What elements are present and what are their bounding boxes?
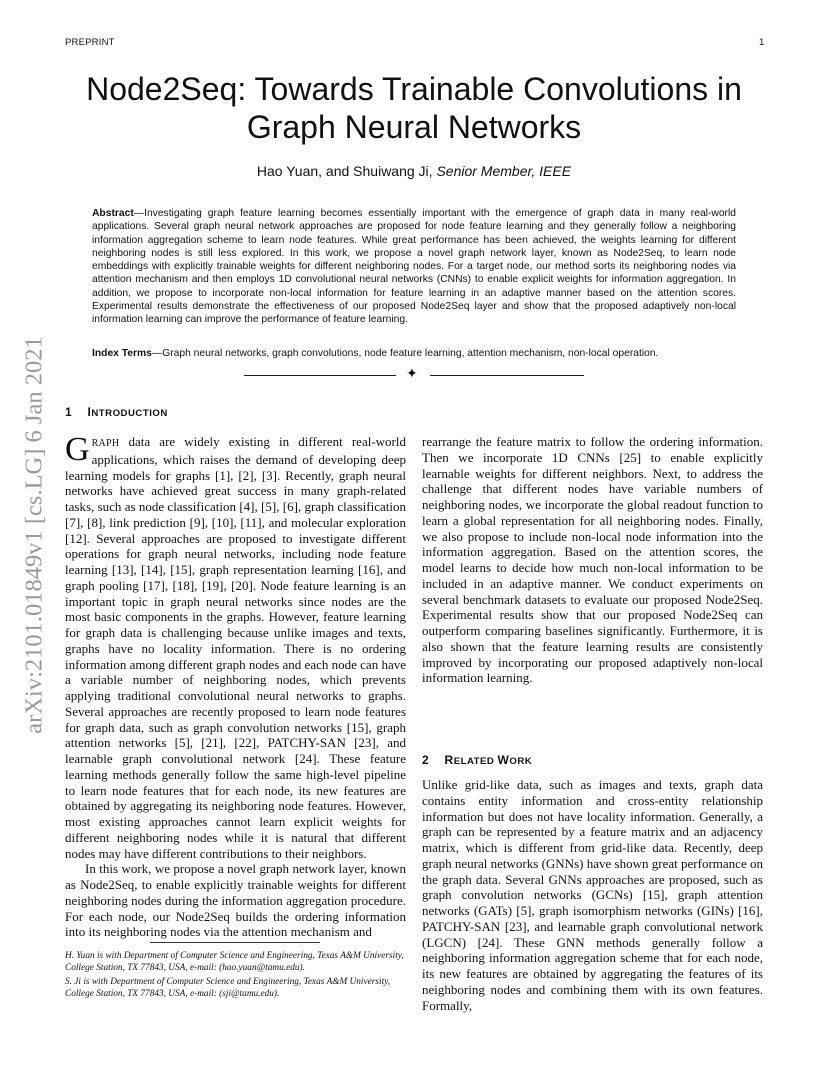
footnote-2: S. Ji is with Department of Computer Science and Engineering, Texas A&M University, College Station, TX 77843, USA, e-mail: (sji@tamu.edu). xyxy=(65,977,391,1000)
abstract-label: Abstract xyxy=(92,208,134,219)
section-title-initial: I xyxy=(87,405,92,419)
section-divider xyxy=(244,368,584,382)
section-title-rest-2: ORK xyxy=(509,756,533,767)
author-names: Hao Yuan, and Shuiwang Ji, xyxy=(256,163,437,179)
footnote-rule xyxy=(150,942,320,943)
divider-star-icon: ✦ xyxy=(406,367,418,382)
divider-line-left xyxy=(244,375,396,376)
section-title-rest: NTRODUCTION xyxy=(91,408,168,419)
footnotes xyxy=(65,951,406,1004)
intro-paragraph-2: In this work, we propose a novel graph network layer, known as Node2Seq, to enable explicitly trainable weights for different neighboring nodes during the information aggregation procedure. For each node, our Node2Seq builds the ordering information into its neighboring nodes via the attention mechanism and xyxy=(65,861,406,940)
abstract-text: —Investigating graph feature learning becomes essentially important with the emergence of graph data in many real-world applications. Several graph neural network approaches are proposed for node feature learning and they generally follow a neighboring information aggregation scheme to learn node features. While great performance has been achieved, the weights learning for different neighboring nodes is still less explored. In this work, we propose a novel graph network layer, known as Node2Seq, to learn node embeddings with explicitly trainable weights for different neighboring nodes. For a target node, our method sorts its neighboring nodes via attention mechanism and then employs 1D convolutional neural networks (CNNs) to enable explicit weights for information aggregation. In addition, we propose to incorporate non-local information for feature learning in an adaptive manner based on the attention scores. Experimental results demonstrate the effectiveness of our proposed Node2Seq layer and show that the proposed adaptively non-local information learning can improve the performance of feature learning. xyxy=(92,208,736,326)
right-column-continuation xyxy=(422,434,763,739)
running-header: PREPRINT xyxy=(65,37,115,48)
author-role: Senior Member, IEEE xyxy=(436,163,572,179)
section-title-rest: ELATED xyxy=(453,756,498,767)
section-heading-introduction xyxy=(65,405,168,419)
arxiv-identifier-stamp xyxy=(8,296,62,774)
section-number: 1 xyxy=(65,405,73,419)
index-terms xyxy=(92,347,736,360)
index-terms-text: —Graph neural networks, graph convolutions, node feature learning, attention mechanism, non-local operation. xyxy=(151,348,659,359)
footnote-1: H. Yuan is with Department of Computer Science and Engineering, Texas A&M University, College Station, TX 77843, USA, e-mail: (hao.yuan@tamu.edu). xyxy=(65,951,404,973)
drop-cap-continuation: RAPH xyxy=(91,438,120,449)
section-title-initial: R xyxy=(444,753,454,767)
arxiv-identifier-text: arXiv:2101.01849v1 [cs.LG] 6 Jan 2021 xyxy=(21,336,49,734)
related-work-paragraph: Unlike grid-like data, such as images and texts, graph data contains entity information and cross-entity relationship information but does not have locality information. Generally, a graph can be represented by a feature matrix and an adjacency matrix, which is different from grid-like data. Recently, deep graph neural networks (GNNs) have shown great performance on the graph data. Several GNNs approaches are proposed, such as graph convolution networks (GCNs) [15], graph attention networks (GATs) [5], graph isomorphism networks (GINs) [16], PATCHY-SAN [23], and learnable graph convolutional network (LGCN) [24]. These GNN methods generally follow a neighboring information aggregation scheme that for each node, its new features are obtained by aggregating the features of its neighboring nodes and combining them with its own features. Formally, xyxy=(422,777,763,1013)
drop-cap: G xyxy=(65,434,90,468)
section-number: 2 xyxy=(422,753,430,767)
intro-paragraph-2-continuation: rearrange the feature matrix to follow the ordering information. Then we incorporate 1D CNNs [25] to enable explicitly learnable weights for different neighbors. Next, to address the challenge that different nodes have variable numbers of neighboring nodes, we incorporate the global readout function to learn a global representation for all neighboring nodes. Finally, we also propose to include non-local node information into the information aggregation. Based on the attention scores, the model learns to decide how much non-local information to be included in an adaptive manner. We conduct experiments on several benchmark datasets to evaluate our proposed Node2Seq. Experimental results show that our proposed Node2Seq can outperform comparing baselines significantly. Furthermore, it is also shown that the feature learning results are consistently improved by incorporating our proposed adaptively non-local information learning. xyxy=(422,434,763,686)
section-heading-related-work xyxy=(422,753,532,767)
intro-paragraph-1: data are widely existing in different real-world applications, which raises the demand of developing deep learning models for graphs [1], [2], [3]. Recently, graph neural networks have achieved great success in many graph-related tasks, such as node classification [4], [5], [6], graph classification [7], [8], link prediction [9], [10], [11], and molecular exploration [12]. Several approaches are proposed to investigate different operations for graph neural networks, including node feature learning [13], [14], [15], graph representation learning [16], and graph pooling [17], [18], [19], [20]. Node feature learning is an important topic in graph neural networks since nodes are the most basic components in the graphs. However, feature learning for graph data is challenging because unlike images and texts, graphs have no locality information. There is no ordering information among different graph nodes and each node can have a variable number of neighboring nodes, which prevents applying traditional convolutional neural networks to graphs. Several approaches are recently proposed to learn node features for graph data, such as graph convolution networks [15], graph attention networks [5], [21], [22], PATCHY-SAN [23], and learnable graph convolutional network [24]. These feature learning methods generally follow the same high-level pipeline to learn node features that for each node, its new features are obtained by aggregating its neighboring node features. However, most existing approaches cannot learn explicit weights for different neighboring nodes while it is natural that different nodes may have different contributions to their neighbors. xyxy=(65,434,406,861)
abstract xyxy=(92,207,736,327)
page-number: 1 xyxy=(759,37,765,48)
left-column-text xyxy=(65,434,406,940)
section-title-initial-2: W xyxy=(497,753,510,767)
paper-title: Node2Seq: Towards Trainable Convolutions in Graph Neural Networks xyxy=(86,71,742,145)
author-line xyxy=(65,163,763,179)
index-terms-label: Index Terms xyxy=(92,348,152,359)
divider-line-right xyxy=(430,375,584,376)
